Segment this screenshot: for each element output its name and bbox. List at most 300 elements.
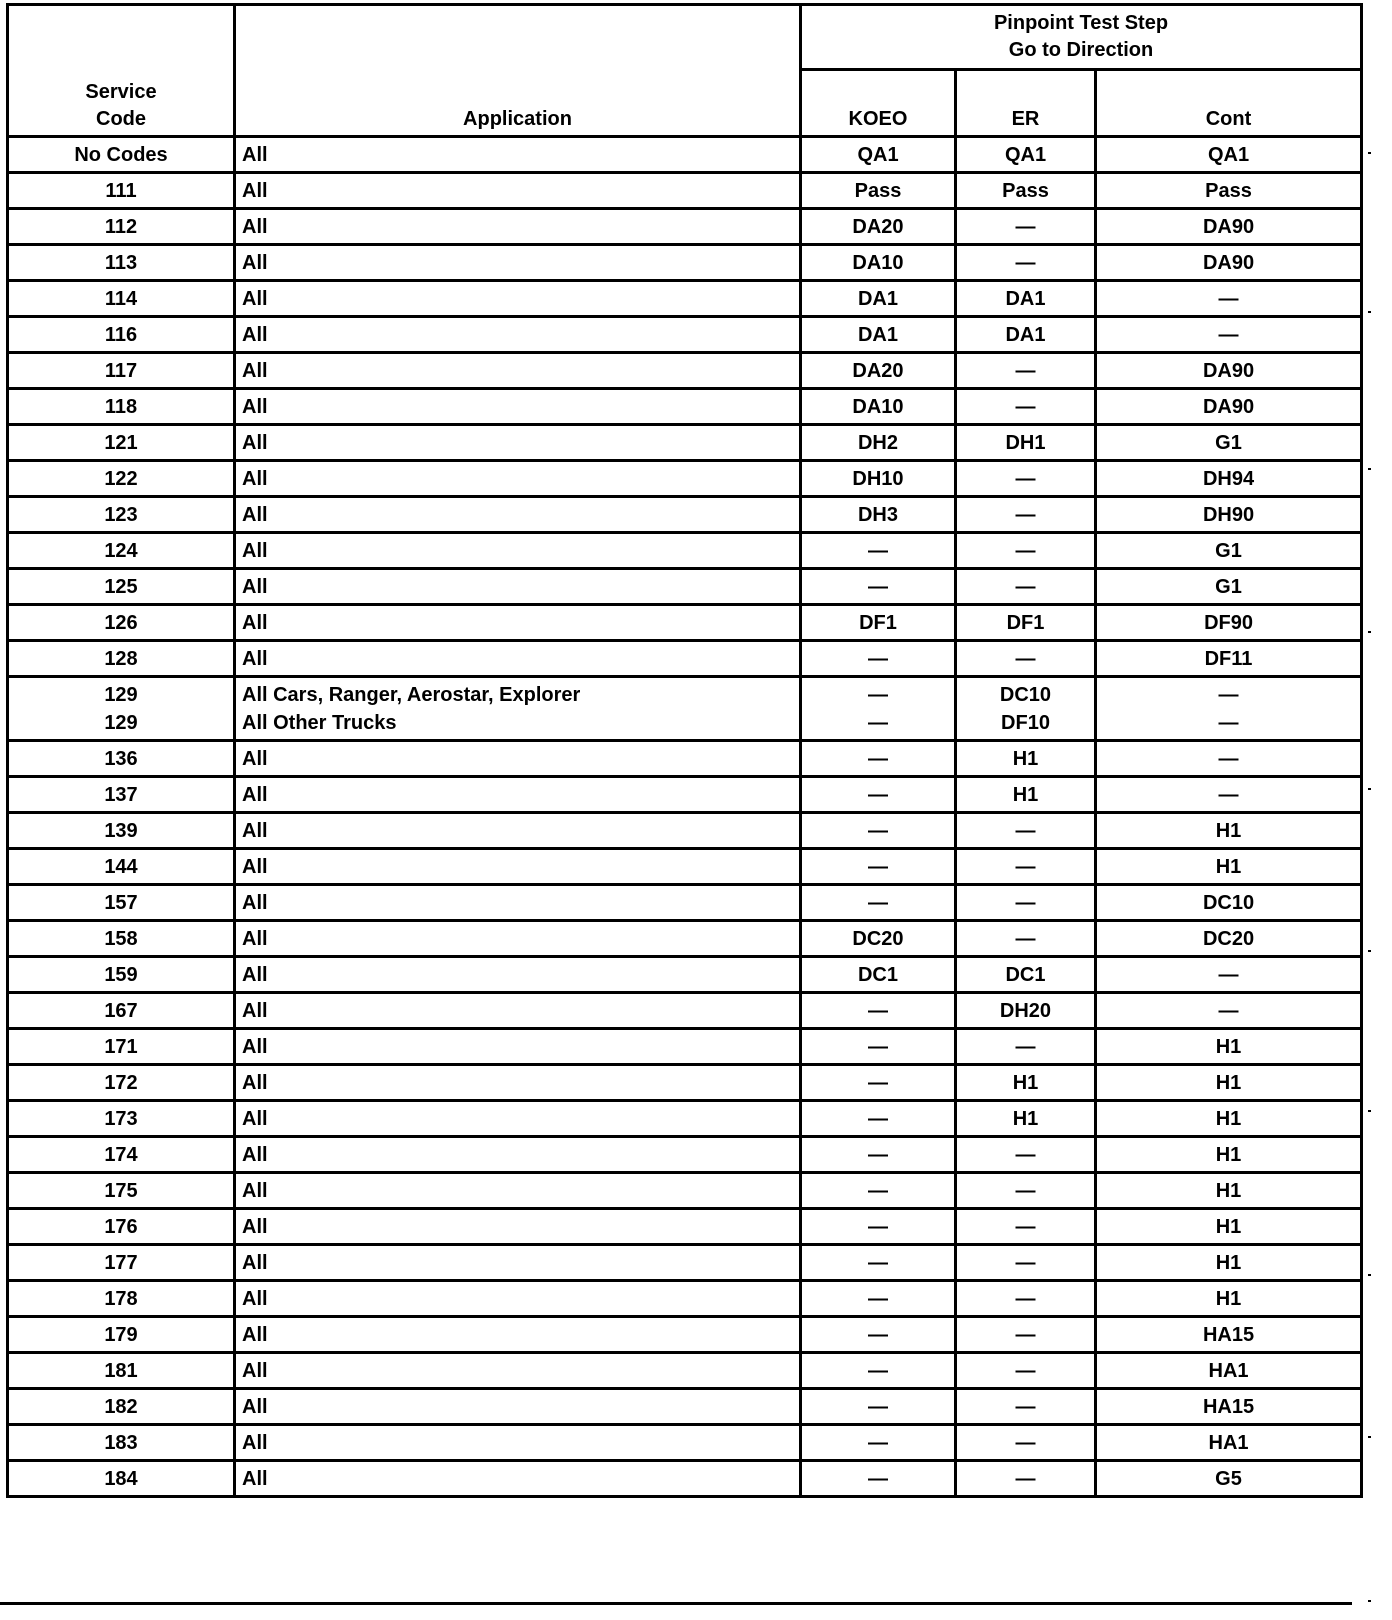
cont-cell [1096,497,1362,533]
pinpoint-test-step-header [801,5,1362,70]
service-code-cell [8,1173,235,1209]
cont-cell [1096,921,1362,957]
cell-text: All [242,783,268,806]
cell-text: DA1 [1005,287,1046,310]
cell-text: DA10 [852,251,904,274]
er-cell [956,173,1096,209]
application-cell [235,425,801,461]
cell-text: — [1218,287,1239,310]
table-row [8,677,1362,741]
cont-cell [1096,569,1362,605]
application-cell [235,137,801,173]
cont-cell [1096,1317,1362,1353]
table-row [8,209,1362,245]
cell-text: DC1 [1005,963,1046,986]
cell-text: — [1015,1143,1036,1166]
header-line: Pinpoint Test Step [993,12,1169,34]
application-cell [235,849,801,885]
cell-text: All [242,143,268,166]
cell-text: 157 [104,891,138,914]
cell-text: All [242,1251,268,1274]
cell-text: All [242,539,268,562]
cell-text: QA1 [857,143,899,166]
table-row [8,317,1362,353]
koeo-cell [801,533,956,569]
service-code-cell [8,1209,235,1245]
cell-text: All [242,503,268,526]
cont-cell [1096,317,1362,353]
er-cell [956,389,1096,425]
cell-text: — [1015,1035,1036,1058]
cell-text: DA90 [1202,395,1255,418]
cont-cell [1096,1281,1362,1317]
application-cell [235,741,801,777]
er-cell [956,957,1096,993]
cell-text: 159 [104,963,138,986]
er-cell [956,317,1096,353]
cell-text: DC10 [1202,891,1255,914]
cell-text: All [242,1179,268,1202]
cell-text: DA20 [852,215,904,238]
koeo-cell [801,1101,956,1137]
cell-text: HA15 [1202,1323,1255,1346]
cell-text: 114 [104,287,138,310]
er-cell [956,813,1096,849]
application-cell [235,281,801,317]
cont-header: Cont [1096,70,1362,137]
cell-text: 183 [104,1431,138,1454]
koeo-cell [801,353,956,389]
margin-tick [1368,1110,1371,1112]
application-cell [235,1029,801,1065]
er-cell [956,137,1096,173]
service-code-cell [8,317,235,353]
cell-text: All [242,1107,268,1130]
cell-text: 176 [104,1215,138,1238]
cell-text: All [242,251,268,274]
cell-text: H1 [1215,855,1242,878]
cell-text: All [242,1431,268,1454]
cell-text: — [1218,323,1239,346]
cell-text: — [868,1071,888,1094]
cont-cell [1096,245,1362,281]
cell-text: — [1015,1179,1036,1202]
er-cell [956,849,1096,885]
cell-text: DA1 [857,323,898,346]
er-cell [956,245,1096,281]
application-cell [235,777,801,813]
cell-text: All [242,891,268,914]
cell-text: — [1015,647,1036,670]
table-row [8,849,1362,885]
cell-text: — [868,1359,888,1382]
cell-text: — [1218,747,1239,770]
cell-text: 122 [104,467,138,490]
er-cell [956,885,1096,921]
cell-text: QA1 [1004,143,1047,166]
cell-text: All [242,215,268,238]
cell-text: — [868,647,888,670]
koeo-cell [801,777,956,813]
application-cell [235,245,801,281]
application-cell [235,993,801,1029]
cell-text: G5 [1215,1467,1242,1490]
service-code-cell [8,813,235,849]
cell-text: 129 [104,683,138,706]
application-cell [235,957,801,993]
koeo-cell [801,1389,956,1425]
table-row [8,137,1362,173]
cell-text: All [242,1071,268,1094]
service-code-cell [8,957,235,993]
application-cell [235,921,801,957]
cell-text: — [868,1431,888,1454]
application-cell [235,461,801,497]
cell-text: — [1218,711,1239,734]
service-code-cell [8,1029,235,1065]
er-cell [956,741,1096,777]
cell-text: DF1 [859,611,897,634]
cell-text: HA1 [1208,1431,1249,1454]
cell-text: 158 [104,927,138,950]
koeo-cell [801,741,956,777]
table-row [8,1425,1362,1461]
cell-text: — [1015,1431,1036,1454]
margin-tick [1368,152,1371,154]
cell-text: HA1 [1208,1359,1249,1382]
cont-cell [1096,173,1362,209]
koeo-cell [801,245,956,281]
cell-text: All [242,1467,268,1490]
application-cell [235,1137,801,1173]
cell-text: 112 [104,215,138,238]
cont-cell [1096,641,1362,677]
application-cell [235,389,801,425]
header-line: Code [96,108,146,130]
cell-text: Pass [854,179,902,202]
cell-text: H1 [1215,1035,1242,1058]
application-cell [235,533,801,569]
er-cell [956,921,1096,957]
service-code-cell [8,885,235,921]
er-cell [956,1101,1096,1137]
table-row [8,957,1362,993]
application-cell [235,497,801,533]
cell-text: — [1015,855,1036,878]
table-row [8,461,1362,497]
er-cell [956,533,1096,569]
table-row [8,1389,1362,1425]
service-code-cell [8,425,235,461]
er-cell [956,1317,1096,1353]
er-cell [956,1029,1096,1065]
cell-text: 174 [104,1143,138,1166]
cell-text: DA20 [852,359,904,382]
service-code-header [8,5,235,137]
cont-cell [1096,741,1362,777]
koeo-cell [801,1317,956,1353]
table-row [8,641,1362,677]
cell-text: 167 [104,999,138,1022]
cell-text: All [242,395,268,418]
service-code-cell [8,1065,235,1101]
service-code-table [6,3,1363,1498]
header-line: Service [85,81,157,103]
cell-text: DH20 [999,999,1052,1022]
cell-text: DA10 [852,395,904,418]
cell-text: DA1 [857,287,898,310]
application-cell [235,1101,801,1137]
service-code-cell [8,173,235,209]
cell-text: All [242,1143,268,1166]
cell-text: 117 [104,359,138,382]
cont-cell [1096,1065,1362,1101]
service-code-cell [8,569,235,605]
cell-text: All [242,1035,268,1058]
er-cell [956,1353,1096,1389]
cell-text: DA90 [1202,215,1255,238]
cont-cell [1096,461,1362,497]
service-code-cell [8,245,235,281]
cell-text: DC20 [1202,927,1255,950]
cell-text: — [868,855,888,878]
table-row [8,1101,1362,1137]
cell-text: DF1 [1006,611,1045,634]
table-row [8,885,1362,921]
cell-text: 178 [104,1287,138,1310]
table-row [8,1209,1362,1245]
service-code-cell [8,281,235,317]
cell-text: — [868,711,888,734]
koeo-cell [801,1029,956,1065]
table-row [8,425,1362,461]
margin-tick [1368,311,1371,313]
koeo-cell [801,885,956,921]
cell-text: — [868,539,888,562]
cell-text: 128 [104,647,138,670]
cell-text: All [242,647,268,670]
cell-text: All [242,1215,268,1238]
cell-text: — [868,1107,888,1130]
service-code-cell [8,1137,235,1173]
cell-text: DA90 [1202,251,1255,274]
er-cell [956,569,1096,605]
margin-tick [1368,1600,1371,1602]
cell-text: — [1015,503,1036,526]
cont-cell [1096,1461,1362,1497]
er-cell [956,993,1096,1029]
cell-text: — [1015,251,1036,274]
cell-text: — [1015,891,1036,914]
cell-text: All Cars, Ranger, Aerostar, Explorer [242,683,581,706]
cell-text: 144 [104,855,138,878]
cell-text: H1 [1215,1071,1242,1094]
cell-text: — [1015,1359,1036,1382]
cell-text: 111 [105,179,137,202]
table-row [8,173,1362,209]
service-code-cell [8,1281,235,1317]
cont-cell [1096,1029,1362,1065]
cell-text: — [1015,1287,1036,1310]
cont-cell [1096,1209,1362,1245]
koeo-cell [801,1281,956,1317]
koeo-cell [801,317,956,353]
cell-text: — [868,1323,888,1346]
cell-text: 172 [104,1071,138,1094]
service-code-cell [8,777,235,813]
service-code-cell [8,741,235,777]
service-code-cell [8,677,235,741]
cell-text: — [1015,215,1036,238]
cell-text: No Codes [74,143,168,166]
service-code-cell [8,1353,235,1389]
cell-text: 184 [104,1467,138,1490]
table-row [8,389,1362,425]
cell-text: H1 [1012,747,1039,770]
cell-text: 126 [104,611,138,634]
koeo-cell [801,1137,956,1173]
application-cell [235,1065,801,1101]
application-cell [235,677,801,741]
cell-text: — [868,891,888,914]
table-row [8,245,1362,281]
cell-text: DF11 [1204,647,1253,670]
margin-tick [1368,950,1371,952]
cell-text: 179 [104,1323,138,1346]
cell-text: All [242,1287,268,1310]
application-cell [235,353,801,389]
cell-text: 175 [104,1179,138,1202]
cont-cell [1096,1389,1362,1425]
cell-text: DA90 [1202,359,1255,382]
cell-text: G1 [1215,539,1242,562]
koeo-cell [801,569,956,605]
cell-text: All [242,575,268,598]
cell-text: 137 [104,783,138,806]
er-cell [956,641,1096,677]
cell-text: H1 [1215,1143,1242,1166]
cell-text: G1 [1215,431,1242,454]
cell-text: DH94 [1202,467,1255,490]
application-cell [235,1461,801,1497]
cell-text: All [242,179,268,202]
er-cell [956,1245,1096,1281]
cell-text: All [242,963,268,986]
table-row [8,777,1362,813]
cell-text: H1 [1215,819,1242,842]
service-code-cell [8,1245,235,1281]
cell-text: H1 [1012,1107,1039,1130]
cont-cell [1096,813,1362,849]
application-cell [235,1209,801,1245]
service-code-cell [8,1101,235,1137]
cell-text: — [1015,819,1036,842]
table-row [8,1461,1362,1497]
cont-cell [1096,425,1362,461]
koeo-cell [801,281,956,317]
cell-text: All [242,611,268,634]
er-cell [956,1209,1096,1245]
er-cell [956,1389,1096,1425]
bottom-rule [0,1602,1352,1605]
service-code-cell [8,137,235,173]
cell-text: All [242,287,268,310]
koeo-cell [801,209,956,245]
cont-cell [1096,353,1362,389]
service-code-cell [8,1425,235,1461]
service-code-cell [8,497,235,533]
cell-text: — [868,1143,888,1166]
koeo-cell [801,173,956,209]
service-code-cell [8,641,235,677]
cell-text: — [868,819,888,842]
er-cell [956,677,1096,741]
table-row [8,605,1362,641]
koeo-cell [801,677,956,741]
cell-text: — [868,575,888,598]
cell-text: — [1015,1395,1036,1418]
er-cell [956,1137,1096,1173]
cont-cell [1096,1353,1362,1389]
er-cell [956,605,1096,641]
service-code-cell [8,605,235,641]
koeo-cell [801,389,956,425]
cell-text: DH10 [852,467,904,490]
koeo-cell [801,1353,956,1389]
cell-text: — [1218,783,1239,806]
cell-text: — [868,683,888,706]
table-row [8,1137,1362,1173]
cell-text: H1 [1215,1287,1242,1310]
application-cell [235,885,801,921]
cell-text: H1 [1215,1179,1242,1202]
cell-text: H1 [1012,1071,1039,1094]
cell-text: 173 [104,1107,138,1130]
koeo-cell [801,461,956,497]
service-code-cell [8,353,235,389]
cell-text: — [868,999,888,1022]
margin-tick [1368,788,1371,790]
table-row [8,921,1362,957]
cell-text: 124 [104,539,138,562]
er-cell [956,209,1096,245]
table-row [8,1281,1362,1317]
service-code-cell [8,1389,235,1425]
table-row [8,1245,1362,1281]
cell-text: DH2 [857,431,898,454]
service-code-cell [8,533,235,569]
table-row [8,569,1362,605]
service-code-cell [8,209,235,245]
cell-text: All [242,999,268,1022]
er-cell [956,1461,1096,1497]
er-cell [956,1173,1096,1209]
cell-text: 129 [104,711,138,734]
cont-cell [1096,677,1362,741]
header-line: Go to Direction [1008,39,1154,61]
cont-cell [1096,1173,1362,1209]
cell-text: — [1015,927,1036,950]
margin-tick [1368,1436,1371,1438]
koeo-cell [801,921,956,957]
cell-text: DC1 [857,963,898,986]
cell-text: 118 [104,395,138,418]
cell-text: G1 [1215,575,1242,598]
cell-text: — [1015,1323,1036,1346]
cell-text: DC20 [852,927,904,950]
cont-cell [1096,849,1362,885]
application-header: Application [235,5,801,137]
